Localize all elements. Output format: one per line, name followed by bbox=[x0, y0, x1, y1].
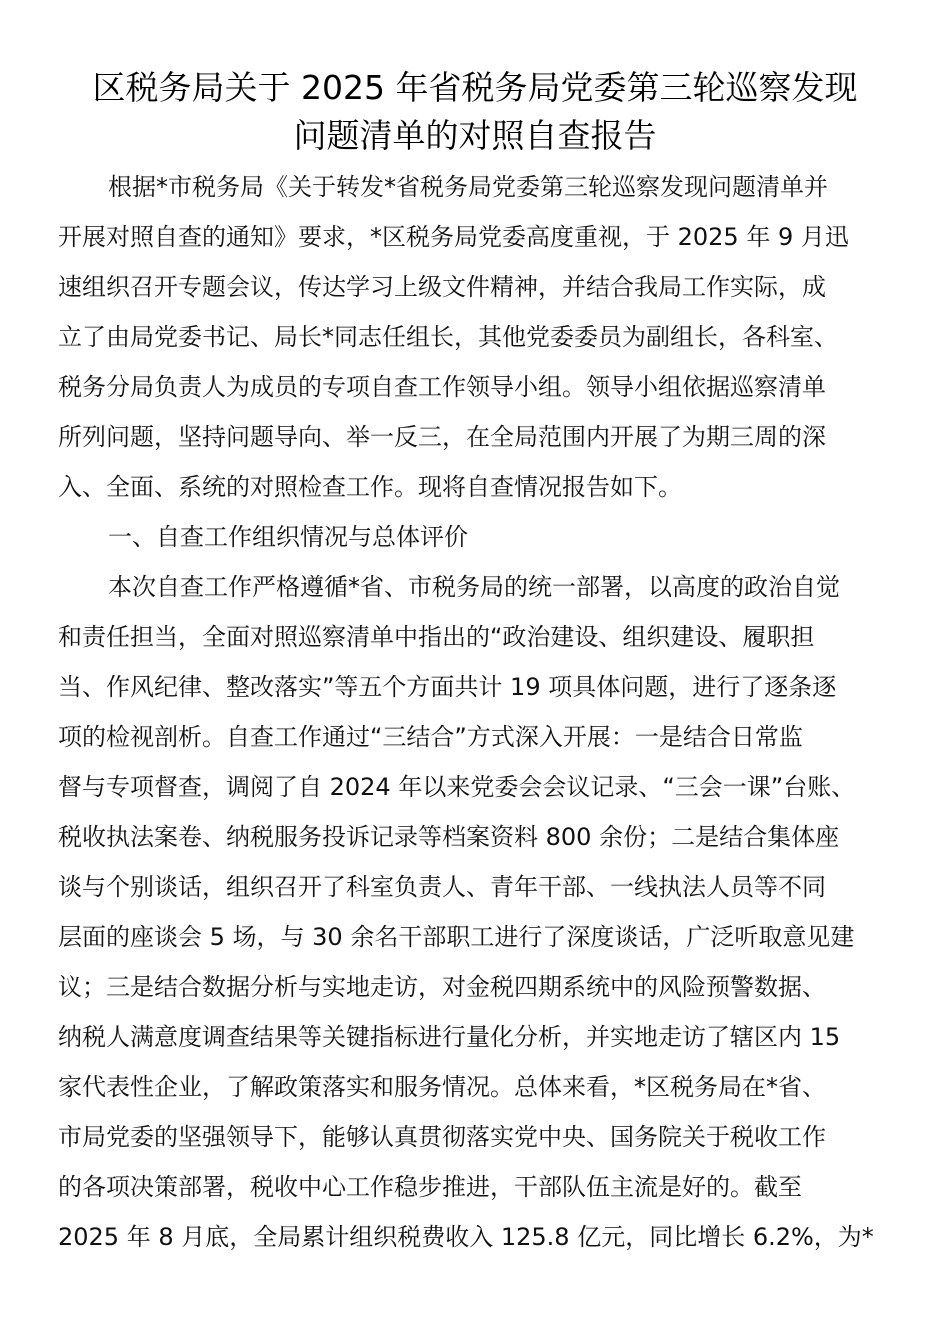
paragraph-intro bbox=[58, 162, 938, 512]
text-line: 市局党委的坚强领导下，能够认真贯彻落实党中央、国务院关于税收工作 bbox=[58, 1123, 826, 1151]
text-line: 的各项决策部署，税收中心工作稳步推进，干部队伍主流是好的。截至 bbox=[58, 1173, 802, 1201]
text-line: 2025 年 8 月底，全局累计组织税费收入 125.8 亿元，同比增长 6.2%，为* bbox=[58, 1223, 874, 1251]
text-line: 税务分局负责人为成员的专项自查工作领导小组。领导小组依据巡察清单 bbox=[58, 373, 826, 401]
title-line: 问题清单的对照自查报告 bbox=[293, 116, 657, 155]
title-line: 区税务局关于 2025 年省税务局党委第三轮巡察发现 bbox=[92, 68, 858, 107]
text-line: 层面的座谈会 5 场，与 30 余名干部职工进行了深度谈话，广泛听取意见建 bbox=[58, 923, 855, 951]
text-line: 入、全面、系统的对照检查工作。现将自查情况报告如下。 bbox=[58, 473, 682, 501]
text-line: 根据*市税务局《关于转发*省税务局党委第三轮巡察发现问题清单并 bbox=[108, 173, 828, 201]
document-title bbox=[40, 64, 910, 160]
text-line: 立了由局党委书记、局长*同志任组长，其他党委委员为副组长，各科室、 bbox=[58, 323, 838, 351]
text-line: 项的检视剖析。自查工作通过“三结合”方式深入开展：一是结合日常监 bbox=[58, 723, 803, 751]
heading-line: 一、自查工作组织情况与总体评价 bbox=[108, 523, 468, 551]
paragraph-section-1 bbox=[58, 562, 938, 1262]
text-line: 和责任担当，全面对照巡察清单中指出的“政治建设、组织建设、履职担 bbox=[58, 623, 815, 651]
text-line: 议；三是结合数据分析与实地走访，对金税四期系统中的风险预警数据、 bbox=[58, 973, 826, 1001]
text-line: 谈与个别谈话，组织召开了科室负责人、青年干部、一线执法人员等不同 bbox=[58, 873, 826, 901]
section-heading bbox=[58, 512, 938, 562]
text-line: 本次自查工作严格遵循*省、市税务局的统一部署，以高度的政治自觉 bbox=[108, 573, 840, 601]
text-line: 家代表性企业，了解政策落实和服务情况。总体来看，*区税务局在*省、 bbox=[58, 1073, 826, 1101]
text-line: 督与专项督查，调阅了自 2024 年以来党委会会议记录、“三会一课”台账、 bbox=[58, 773, 856, 801]
text-line: 当、作风纪律、整改落实”等五个方面共计 19 项具体问题，进行了逐条逐 bbox=[58, 673, 837, 701]
text-line: 税收执法案卷、纳税服务投诉记录等档案资料 800 余份；二是结合集体座 bbox=[58, 823, 840, 851]
text-line: 开展对照自查的通知》要求，*区税务局党委高度重视，于 2025 年 9 月迅 bbox=[58, 223, 849, 251]
text-line: 纳税人满意度调查结果等关键指标进行量化分析，并实地走访了辖区内 15 bbox=[58, 1023, 841, 1051]
text-line: 速组织召开专题会议，传达学习上级文件精神，并结合我局工作实际，成 bbox=[58, 273, 826, 301]
document-body bbox=[58, 162, 938, 1262]
text-line: 所列问题，坚持问题导向、举一反三，在全局范围内开展了为期三周的深 bbox=[58, 423, 826, 451]
